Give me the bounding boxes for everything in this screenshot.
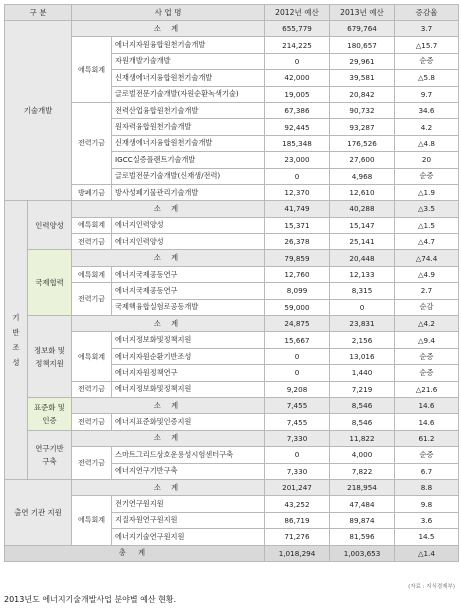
budget-2012: 15,667 <box>265 332 330 348</box>
funding-source: 에특회계 <box>72 217 112 233</box>
budget-2013: 29,961 <box>330 53 395 69</box>
group-name-tech: 기술개발 <box>5 21 72 201</box>
table-row <box>5 381 459 397</box>
budget-2012: 67,386 <box>265 102 330 118</box>
subtotal-label: 소 계 <box>72 201 265 217</box>
budget-table <box>4 4 459 562</box>
table-row <box>5 496 459 512</box>
table-row <box>5 332 459 348</box>
budget-2012: 8,099 <box>265 283 330 299</box>
change-rate: 14.6 <box>395 414 459 430</box>
project-name: IGCC실증플랜트기술개발 <box>112 152 265 168</box>
budget-2013: 7,219 <box>330 381 395 397</box>
table-row <box>5 102 459 118</box>
subtotal-row <box>5 316 459 332</box>
budget-2013: 20,842 <box>330 86 395 102</box>
project-name: 에너지자원순환기반조성 <box>112 348 265 364</box>
budget-2012: 23,000 <box>265 152 330 168</box>
subtotal-label: 소 계 <box>72 397 265 413</box>
table-row <box>5 234 459 250</box>
budget-2012: 15,371 <box>265 217 330 233</box>
change-rate: 6.7 <box>395 463 459 479</box>
budget-2012: 12,760 <box>265 266 330 282</box>
project-name: 에너지정보화및정책지원 <box>112 332 265 348</box>
subtotal-change: 14.6 <box>395 397 459 413</box>
change-rate: △1.5 <box>395 217 459 233</box>
budget-2012: 59,000 <box>265 299 330 315</box>
funding-source: 전력기금 <box>72 234 112 250</box>
budget-2013: 25,141 <box>330 234 395 250</box>
budget-2013: 180,657 <box>330 37 395 53</box>
project-name: 신재생에너지융합원천기술개발 <box>112 70 265 86</box>
subtotal-label: 소 계 <box>72 250 265 266</box>
table-row <box>5 283 459 299</box>
change-rate: 순증 <box>395 365 459 381</box>
project-name: 전력산업융합원천기술개발 <box>112 102 265 118</box>
subtotal-change: △74.4 <box>395 250 459 266</box>
budget-2012: 92,445 <box>265 119 330 135</box>
change-rate: 20 <box>395 152 459 168</box>
total-change: △1.4 <box>395 545 459 561</box>
budget-2013: 15,147 <box>330 217 395 233</box>
budget-2012: 0 <box>265 53 330 69</box>
budget-2012: 86,719 <box>265 512 330 528</box>
budget-2012: 185,348 <box>265 135 330 151</box>
table-row <box>5 217 459 233</box>
subtotal-label: 소 계 <box>72 479 265 495</box>
project-name: 전기연구원지원 <box>112 496 265 512</box>
budget-2012: 214,225 <box>265 37 330 53</box>
project-name: 에너지국제공동연구 <box>112 266 265 282</box>
subtotal-row <box>5 397 459 413</box>
subtotal-row <box>5 430 459 446</box>
subtotal-2013: 11,822 <box>330 430 395 446</box>
change-rate: △9.4 <box>395 332 459 348</box>
budget-2012: 0 <box>265 365 330 381</box>
budget-2013: 47,484 <box>330 496 395 512</box>
project-name: 글로벌전문기술개발(자원순환녹색기술) <box>112 86 265 102</box>
project-name: 에너지인력양성 <box>112 234 265 250</box>
change-rate: 34.6 <box>395 102 459 118</box>
figure-caption: 2013년도 에너지기술개발사업 분야별 예산 현황. <box>4 595 177 604</box>
group-name-funding: 출연 기관 지원 <box>5 479 72 545</box>
change-rate: △5.8 <box>395 70 459 86</box>
project-name: 에너지자원융합원천기술개발 <box>112 37 265 53</box>
project-name: 에너지연구기반구축 <box>112 463 265 479</box>
funding-source: 에특회계 <box>72 266 112 282</box>
change-rate: 순감 <box>395 299 459 315</box>
subtotal-change: 61.2 <box>395 430 459 446</box>
header-change-rate: 증감율 <box>395 5 459 21</box>
project-name: 에너지표준화및인증지원 <box>112 414 265 430</box>
funding-source: 에특회계 <box>72 37 112 103</box>
budget-2012: 7,455 <box>265 414 330 430</box>
budget-2013: 4,000 <box>330 447 395 463</box>
header-category: 구 분 <box>5 5 72 21</box>
change-rate: △4.9 <box>395 266 459 282</box>
subtotal-label: 소 계 <box>72 316 265 332</box>
change-rate: 9.8 <box>395 496 459 512</box>
subtotal-2012: 201,247 <box>265 479 330 495</box>
funding-source: 방폐기금 <box>72 184 112 200</box>
funding-source: 에특회계 <box>72 332 112 381</box>
budget-2013: 39,581 <box>330 70 395 86</box>
budget-2013: 0 <box>330 299 395 315</box>
subgroup-name-intl: 국제협력 <box>28 250 72 316</box>
table-row <box>5 184 459 200</box>
funding-source: 전력기금 <box>72 414 112 430</box>
project-name: 에너지정보화및정책지원 <box>112 381 265 397</box>
subtotal-2013: 40,288 <box>330 201 395 217</box>
change-rate: 순증 <box>395 348 459 364</box>
change-rate: △4.7 <box>395 234 459 250</box>
project-name: 원자력융합원천기술개발 <box>112 119 265 135</box>
budget-2013: 7,822 <box>330 463 395 479</box>
project-name: 자원개발기술개발 <box>112 53 265 69</box>
subgroup-name-std: 표준화 및 인증 <box>28 397 72 430</box>
subtotal-2012: 79,859 <box>265 250 330 266</box>
change-rate: 3.6 <box>395 512 459 528</box>
change-rate: 순증 <box>395 53 459 69</box>
budget-2013: 2,156 <box>330 332 395 348</box>
funding-source: 에특회계 <box>72 496 112 545</box>
funding-source: 전력기금 <box>72 381 112 397</box>
table-row <box>5 266 459 282</box>
subtotal-row <box>5 21 459 37</box>
budget-2013: 89,874 <box>330 512 395 528</box>
subtotal-2013: 20,448 <box>330 250 395 266</box>
project-name: 스마트그리드상호운용성시험센터구축 <box>112 447 265 463</box>
subtotal-2013: 679,764 <box>330 21 395 37</box>
subtotal-change: 8.8 <box>395 479 459 495</box>
budget-2013: 12,133 <box>330 266 395 282</box>
budget-2012: 26,378 <box>265 234 330 250</box>
source-note: (자료 : 지식경제부) <box>408 584 455 590</box>
subtotal-2012: 7,455 <box>265 397 330 413</box>
table-row <box>5 37 459 53</box>
change-rate: △15.7 <box>395 37 459 53</box>
change-rate: 2.7 <box>395 283 459 299</box>
project-name: 에너지국제공동연구 <box>112 283 265 299</box>
budget-2012: 0 <box>265 348 330 364</box>
table-row <box>5 414 459 430</box>
total-2012: 1,018,294 <box>265 545 330 561</box>
project-name: 지질자원연구원지원 <box>112 512 265 528</box>
project-name: 국제핵융합실험로공동개발 <box>112 299 265 315</box>
subtotal-change: 3.7 <box>395 21 459 37</box>
budget-2013: 90,732 <box>330 102 395 118</box>
total-row <box>5 545 459 561</box>
budget-2013: 27,600 <box>330 152 395 168</box>
subtotal-change: △3.5 <box>395 201 459 217</box>
total-label: 총 계 <box>5 545 265 561</box>
budget-2013: 176,526 <box>330 135 395 151</box>
budget-2012: 12,370 <box>265 184 330 200</box>
subtotal-2012: 7,330 <box>265 430 330 446</box>
budget-2013: 93,287 <box>330 119 395 135</box>
header-project: 사 업 명 <box>72 5 265 21</box>
budget-table-frame <box>4 4 458 562</box>
group-name-infra: 기반조성 <box>5 201 28 480</box>
funding-source: 전력기금 <box>72 283 112 316</box>
subgroup-name-info: 정보화 및 정책지원 <box>28 316 72 398</box>
project-name: 에너지기술연구원지원 <box>112 529 265 545</box>
budget-2013: 12,610 <box>330 184 395 200</box>
project-name: 에너지인력양성 <box>112 217 265 233</box>
change-rate: 9.7 <box>395 86 459 102</box>
subgroup-name-hr: 인력양성 <box>28 201 72 250</box>
subtotal-2013: 8,546 <box>330 397 395 413</box>
change-rate: 순증 <box>395 447 459 463</box>
budget-2013: 4,968 <box>330 168 395 184</box>
subtotal-row <box>5 201 459 217</box>
budget-2013: 8,546 <box>330 414 395 430</box>
budget-2012: 7,330 <box>265 463 330 479</box>
budget-2013: 8,315 <box>330 283 395 299</box>
table-row <box>5 447 459 463</box>
budget-2012: 19,005 <box>265 86 330 102</box>
subtotal-row <box>5 479 459 495</box>
table-header-row <box>5 5 459 21</box>
budget-2013: 81,596 <box>330 529 395 545</box>
subtotal-label: 소 계 <box>72 21 265 37</box>
project-name: 신재생에너지융합원천기술개발 <box>112 135 265 151</box>
budget-2012: 9,208 <box>265 381 330 397</box>
subtotal-2013: 23,831 <box>330 316 395 332</box>
subtotal-2012: 41,749 <box>265 201 330 217</box>
total-2013: 1,003,653 <box>330 545 395 561</box>
subtotal-2012: 655,779 <box>265 21 330 37</box>
budget-2012: 0 <box>265 168 330 184</box>
change-rate: 4.2 <box>395 119 459 135</box>
funding-source: 전력기금 <box>72 102 112 184</box>
subgroup-name-lab: 연구기반 구축 <box>28 430 72 479</box>
change-rate: △4.8 <box>395 135 459 151</box>
subtotal-change: △4.2 <box>395 316 459 332</box>
change-rate: △1.9 <box>395 184 459 200</box>
budget-2013: 1,440 <box>330 365 395 381</box>
subtotal-row <box>5 250 459 266</box>
change-rate: 14.5 <box>395 529 459 545</box>
project-name: 에너지자원정책연구 <box>112 365 265 381</box>
header-budget-2012: 2012년 예산 <box>265 5 330 21</box>
budget-2012: 0 <box>265 447 330 463</box>
subtotal-2012: 24,875 <box>265 316 330 332</box>
budget-2012: 71,276 <box>265 529 330 545</box>
change-rate: △21.6 <box>395 381 459 397</box>
change-rate: 순증 <box>395 168 459 184</box>
budget-2012: 43,252 <box>265 496 330 512</box>
subtotal-2013: 218,954 <box>330 479 395 495</box>
header-budget-2013: 2013년 예산 <box>330 5 395 21</box>
project-name: 글로벌전문기술개발(신재생/전력) <box>112 168 265 184</box>
budget-2012: 42,000 <box>265 70 330 86</box>
budget-2013: 13,016 <box>330 348 395 364</box>
subtotal-label: 소 계 <box>72 430 265 446</box>
project-name: 방사성폐기물관리기술개발 <box>112 184 265 200</box>
funding-source: 전력기금 <box>72 447 112 480</box>
